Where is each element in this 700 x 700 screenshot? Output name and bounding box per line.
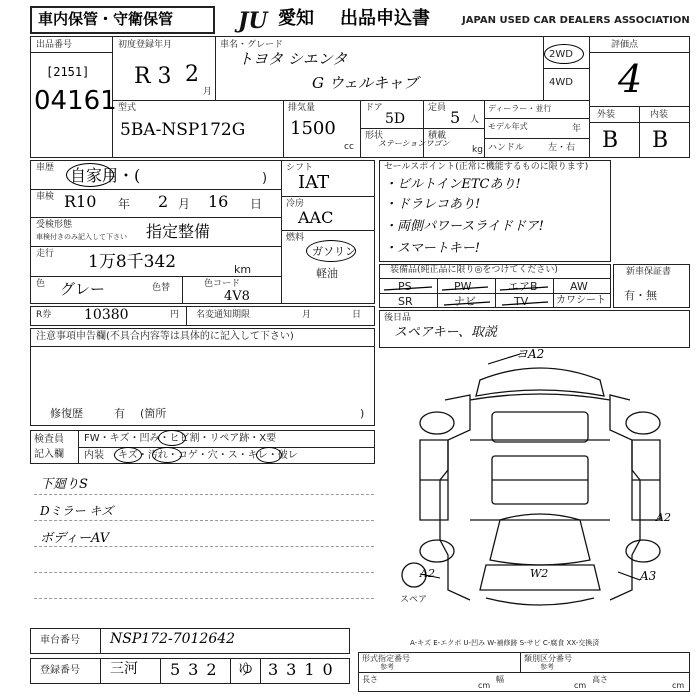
diagram-mark-front: ヨA2	[516, 347, 545, 361]
notice-label: 注意事項申告欄(不具合内容等は具体的に記入して下さい)	[36, 331, 294, 342]
first-registration-month: 2	[185, 62, 199, 87]
mileage-unit: km	[234, 263, 252, 276]
displacement-label: 排気量	[288, 103, 316, 113]
first-registration-label: 初度登録年月	[118, 40, 173, 50]
length-unit: cm	[478, 681, 491, 690]
history-close: )	[262, 171, 268, 186]
class-ref: 参考	[540, 663, 554, 671]
doors-value: 5D	[385, 111, 406, 127]
inspection-label: 車検	[36, 192, 55, 202]
color-code-label: 色コード	[204, 279, 241, 289]
after-notes-label: 後日品	[384, 313, 412, 323]
equip-pw: PW	[454, 280, 472, 293]
vehicle-grade: G ウェルキャブ	[312, 74, 419, 92]
inspector-label-bottom: 記入欄	[34, 449, 64, 460]
inspection-day: 16	[208, 192, 229, 211]
vehicle-name-label: 車名・グレード	[220, 40, 284, 50]
vehicle-maker: トヨタ シエンタ	[238, 50, 348, 68]
handwritten-note-1: 下廻りS	[40, 477, 88, 492]
diagram-mark-left-rear: A2	[420, 567, 435, 580]
width-label: 幅	[496, 675, 504, 684]
class-no-label: 類別区分番号	[524, 654, 572, 663]
repair-close: )	[360, 407, 365, 420]
diagram-mark-right-side: A2	[656, 511, 671, 524]
history-value: 自家用・(	[70, 166, 141, 185]
model-year-unit: 年	[572, 124, 582, 134]
dealer-label: ディーラー・並行	[488, 104, 552, 113]
color-label: 色	[36, 279, 46, 289]
inspection-year: R10	[64, 192, 97, 211]
lot-code: [2151]	[46, 65, 90, 79]
ju-logo-mark: JU	[238, 8, 268, 34]
warranty-label: 新車保証書	[626, 267, 672, 277]
inspection-month: 2	[158, 192, 169, 211]
diagram-mark-right-rear: A3	[640, 569, 657, 583]
chassis-label: 車台番号	[40, 635, 80, 646]
fuel-gasoline: ガソリン	[312, 245, 356, 258]
exterior-label: 外装	[597, 110, 616, 120]
equip-ps: PS	[398, 280, 412, 293]
recycle-label: R券	[36, 310, 52, 320]
displacement-value: 1500	[290, 118, 336, 139]
body-label: 形状	[365, 131, 384, 141]
inspection-month-unit: 月	[178, 197, 191, 211]
history-label: 車歴	[36, 163, 55, 173]
sales-point-1: ・ビルトインETCあり!	[384, 177, 521, 192]
capacity-unit: 人	[470, 115, 480, 125]
aircon-label: 冷房	[286, 199, 305, 209]
load-label: 積載	[428, 131, 447, 141]
equip-sr: SR	[398, 295, 413, 308]
repair-value: 有	[114, 407, 125, 420]
model-value: 5BA-NSP172G	[120, 120, 246, 140]
diagram-mark-rear: W2	[530, 567, 549, 580]
tax-notice-day: 日	[352, 310, 362, 320]
after-notes-value: スペアキー、取説	[394, 325, 497, 340]
type-no-label: 形式指定番号	[362, 654, 410, 663]
repair-note: (箇所	[140, 407, 167, 420]
type-ref: 参考	[380, 663, 394, 671]
height-unit: cm	[672, 681, 685, 690]
interior-grade: B	[652, 128, 669, 153]
equip-navi: ナビ	[454, 295, 476, 308]
length-label: 長さ	[362, 675, 378, 684]
first-registration-month-unit: 月	[203, 87, 213, 97]
registration-label: 登録番号	[40, 665, 80, 676]
recycle-unit: 円	[170, 310, 180, 320]
drive-4wd: 4WD	[549, 77, 573, 88]
drive-2wd: 2WD	[549, 49, 573, 60]
registration-kana: ゆ	[238, 660, 254, 678]
sales-point-4: ・スマートキー!	[384, 241, 480, 256]
equip-aw: AW	[570, 280, 588, 293]
score-value: 4	[618, 57, 643, 101]
handwritten-note-3: ボディーAV	[40, 531, 110, 546]
registration-region: 三河	[110, 661, 138, 677]
handle-label: ハンドル	[488, 143, 525, 153]
model-year-label: モデル年式	[488, 122, 528, 131]
color-value: グレー	[60, 280, 106, 298]
interior-label: 内装	[650, 110, 669, 120]
association-name: JAPAN USED CAR DEALERS ASSOCIATION	[462, 15, 690, 26]
acceptance-note: 車検付きのみ記入して下さい	[36, 233, 127, 241]
inspection-day-unit: 日	[250, 197, 263, 211]
warranty-value: 有・無	[624, 289, 657, 302]
inspector-label-top: 検査員	[34, 434, 64, 445]
equip-leather: カワシート	[556, 295, 606, 306]
first-registration-year: R 3	[134, 64, 172, 89]
equip-airbag: エアB	[508, 280, 538, 293]
chassis-value: NSP172-7012642	[110, 631, 236, 647]
doors-label: ドア	[365, 103, 383, 113]
sales-point-3: ・両側パワースライドドア!	[384, 219, 544, 234]
shift-label: シフト	[286, 163, 314, 173]
registration-number: 3310	[268, 660, 341, 679]
width-unit: cm	[574, 681, 587, 690]
model-label: 型式	[118, 103, 137, 113]
body-type: ステーションワゴン	[378, 139, 450, 148]
inspector-row-1: FW・キズ・凹み・ヒビ割・リペア跡・X要	[84, 433, 277, 444]
registration-class: 532	[170, 660, 225, 679]
tax-notice-label: 名変通知期限	[196, 310, 251, 320]
load-unit: kg	[472, 145, 483, 155]
shift-value: IAT	[298, 172, 330, 193]
color-change-label: 色替	[152, 283, 171, 293]
fuel-label: 燃料	[286, 233, 305, 243]
recycle-value: 10380	[84, 307, 129, 323]
equipment-label: 装備品(純正品に限り◎をつけてください)	[390, 265, 558, 275]
mileage-label: 走行	[36, 249, 55, 259]
handle-options: 左・右	[548, 143, 576, 153]
org-name: 愛知	[278, 8, 314, 29]
lot-label: 出品番号	[36, 40, 73, 50]
equip-tv: TV	[514, 295, 529, 308]
height-label: 高さ	[592, 675, 608, 684]
tax-notice-month: 月	[302, 310, 312, 320]
inspector-row-2-label: 内装	[84, 450, 104, 461]
sales-point-2: ・ドラレコあり!	[384, 197, 481, 212]
score-label: 評価点	[611, 40, 639, 50]
spare-label: スペア	[400, 595, 428, 605]
lot-number: 04161	[34, 86, 117, 116]
storage-label: 車内保管・守衛保管	[38, 10, 174, 28]
inspector-row-2: キズ・汚れ・コゲ・穴・ス・キレ・破レ	[118, 450, 298, 461]
damage-legend: A-キズ E-エクボ U-凹み W-補修跡 S-サビ C-腐食 XX-交換済	[410, 639, 600, 647]
handwritten-note-2: Dミラー キズ	[40, 504, 114, 518]
mileage-value: 1万8千342	[88, 252, 177, 272]
acceptance-label: 受検形態	[36, 220, 73, 230]
repair-label: 修復歴	[50, 407, 83, 420]
acceptance-value: 指定整備	[146, 222, 211, 241]
aircon-value: AAC	[298, 208, 334, 227]
inspection-year-unit: 年	[118, 197, 131, 211]
capacity-label: 定員	[428, 103, 447, 113]
capacity-value: 5	[450, 108, 461, 127]
displacement-unit: cc	[344, 142, 354, 152]
color-code-value: 4V8	[224, 289, 250, 304]
form-title: 出品申込書	[340, 8, 430, 29]
fuel-diesel: 軽油	[316, 267, 338, 280]
sales-points-label: セールスポイント(正常に機能するものに限ります)	[384, 162, 589, 172]
exterior-grade: B	[602, 128, 619, 153]
